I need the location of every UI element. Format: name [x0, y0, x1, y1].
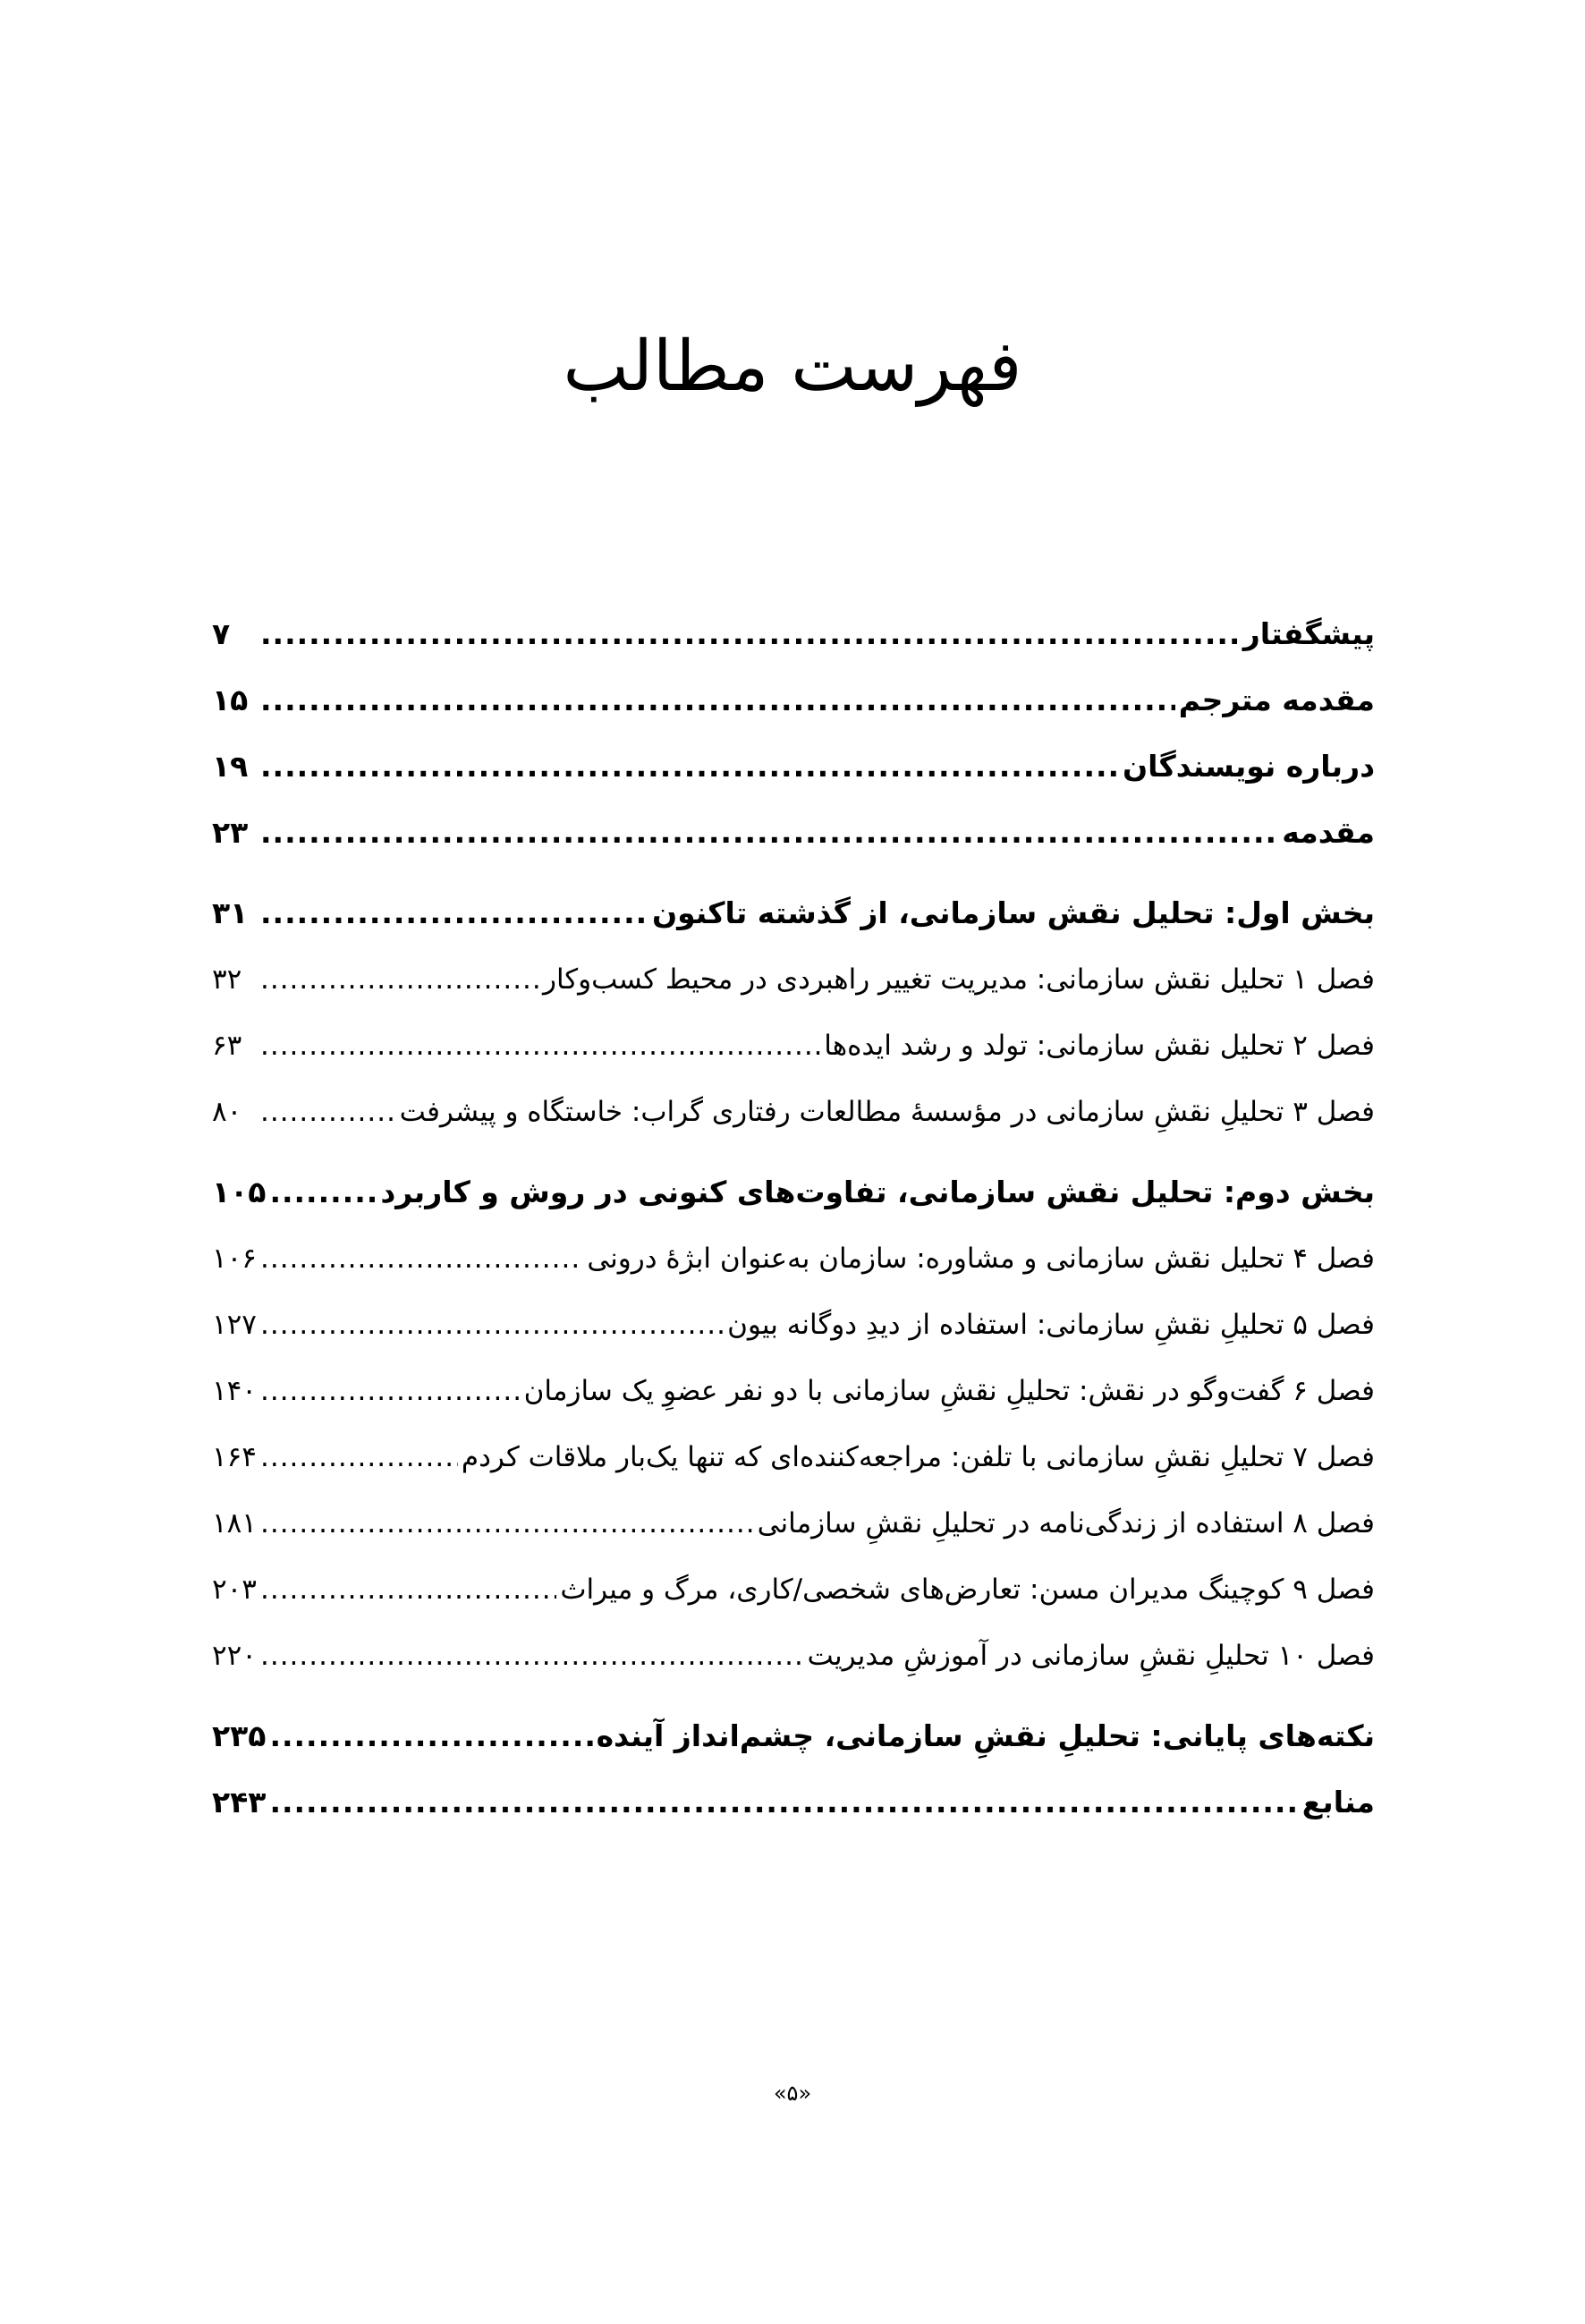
toc-entry-page: ۱۵: [212, 683, 249, 717]
toc-entry-page: ۲۰۳: [212, 1573, 257, 1606]
toc-dot-leader: [260, 1490, 754, 1556]
toc-entry-title: فصل ۵ تحلیلِ نقشِ سازمانی: استفاده از دیدِ دوگانه بیون: [727, 1309, 1375, 1341]
toc-section-entry: [212, 880, 1375, 946]
toc-dot-leader: [260, 1424, 458, 1490]
toc-entry-title: مقدمه: [1282, 815, 1375, 850]
toc-entry-title: منابع: [1301, 1785, 1375, 1819]
toc-dot-leader: [260, 946, 539, 1013]
toc-entry-title: فصل ۱۰ تحلیلِ نقشِ سازمانی در آموزشِ مدیریت: [807, 1640, 1375, 1672]
toc-entry-title: درباره نویسندگان: [1122, 749, 1375, 784]
toc-chapter-entry: [212, 946, 1375, 1013]
toc-entry-page: ۱۶۴: [212, 1441, 257, 1473]
toc-chapter-entry: [212, 1623, 1375, 1689]
toc-chapter-entry: [212, 1358, 1375, 1424]
toc-entry-page: ۱۹: [212, 749, 249, 784]
toc-dot-leader: [260, 1623, 804, 1689]
toc-section-entry: [212, 734, 1375, 800]
toc-chapter-entry: [212, 1079, 1375, 1145]
toc-entry-page: ۸۰: [212, 1096, 242, 1128]
toc-chapter-entry: [212, 1490, 1375, 1556]
toc-dot-leader: [269, 1159, 377, 1226]
toc-entry-page: ۱۰۵: [212, 1175, 267, 1209]
toc-dot-leader: [269, 1769, 1298, 1836]
toc-entry-title: نکته‌های پایانی: تحلیلِ نقشِ سازمانی، چشم‌انداز آینده: [596, 1718, 1375, 1753]
toc-entry-title: بخش اول: تحلیل نقش سازمانی، از گذشته تاکنون: [651, 895, 1375, 930]
toc-entry-page: ۲۳: [212, 815, 249, 850]
toc-entry-title: فصل ۳ تحلیلِ نقشِ سازمانی در مؤسسۀ مطالعات رفتاری گراب: خاستگاه و پیشرفت: [399, 1096, 1375, 1128]
page-title: فهرست مطالب: [563, 327, 1022, 407]
toc-dot-leader: [260, 1226, 583, 1292]
toc-entry-page: ۲۳۵: [212, 1718, 267, 1753]
toc-entry-title: فصل ۶ گفت‌وگو در نقش: تحلیلِ نقشِ سازمانی با دو نفر عضوِ یک سازمان: [523, 1375, 1375, 1407]
toc-dot-leader: [260, 734, 1119, 800]
toc-entry-page: ۲۴۳: [212, 1785, 267, 1819]
toc-section-entry: [212, 800, 1375, 866]
toc-entry-title: فصل ۹ کوچینگ مدیران مسن: تعارض‌های شخصی/کاری، مرگ و میراث: [560, 1573, 1375, 1606]
toc-dot-leader: [260, 1358, 521, 1424]
toc-section-entry: [212, 667, 1375, 734]
toc-section-entry: [212, 1769, 1375, 1836]
toc-entry-page: ۱۴۰: [212, 1375, 257, 1407]
toc-entry-title: مقدمه مترجم: [1178, 683, 1375, 717]
toc-section-entry: [212, 1159, 1375, 1226]
toc-entry-page: ۶۳: [212, 1030, 242, 1062]
toc-dot-leader: [260, 800, 1278, 866]
toc-chapter-entry: [212, 1226, 1375, 1292]
toc-dot-leader: [260, 880, 648, 946]
toc-dot-leader: [260, 601, 1240, 667]
toc-entry-title: بخش دوم: تحلیل نقش سازمانی، تفاوت‌های کنونی در روش و کاربرد: [380, 1175, 1375, 1209]
toc-entry-page: ۱۲۷: [212, 1309, 257, 1341]
toc-entry-title: فصل ۲ تحلیل نقش سازمانی: تولد و رشد ایده‌ها: [824, 1030, 1375, 1062]
toc-entry-title: فصل ۴ تحلیل نقش سازمانی و مشاوره: سازمان به‌عنوان ابژۀ درونی: [587, 1243, 1375, 1275]
toc-entry-page: ۱۸۱: [212, 1507, 257, 1539]
page-number: «۵»: [773, 2081, 812, 2106]
toc-chapter-entry: [212, 1556, 1375, 1623]
toc-chapter-entry: [212, 1424, 1375, 1490]
toc-entry-title: پیشگفتار: [1242, 616, 1375, 651]
toc-entry-title: فصل ۸ استفاده از زندگی‌نامه در تحلیلِ نقشِ سازمانی: [757, 1507, 1375, 1539]
toc-section-entry: [212, 601, 1375, 667]
toc-dot-leader: [260, 1292, 724, 1358]
toc-entry-page: ۳۱: [212, 895, 249, 930]
table-of-contents: [212, 601, 1375, 1836]
toc-entry-title: فصل ۱ تحلیل نقش سازمانی: مدیریت تغییر راهبردی در محیط کسب‌وکار: [542, 963, 1375, 996]
toc-entry-page: ۲۲۰: [212, 1640, 257, 1672]
toc-dot-leader: [260, 667, 1175, 734]
toc-chapter-entry: [212, 1292, 1375, 1358]
toc-entry-page: ۳۲: [212, 963, 242, 996]
toc-entry-page: ۱۰۶: [212, 1243, 257, 1275]
toc-dot-leader: [269, 1703, 592, 1769]
toc-dot-leader: [260, 1079, 396, 1145]
toc-dot-leader: [260, 1556, 556, 1623]
toc-chapter-entry: [212, 1013, 1375, 1079]
toc-entry-page: ۷: [212, 616, 231, 651]
toc-dot-leader: [260, 1013, 820, 1079]
toc-section-entry: [212, 1703, 1375, 1769]
toc-entry-title: فصل ۷ تحلیلِ نقشِ سازمانی با تلفن: مراجعه‌کننده‌ای که تنها یک‌بار ملاقات کردم: [461, 1441, 1375, 1473]
